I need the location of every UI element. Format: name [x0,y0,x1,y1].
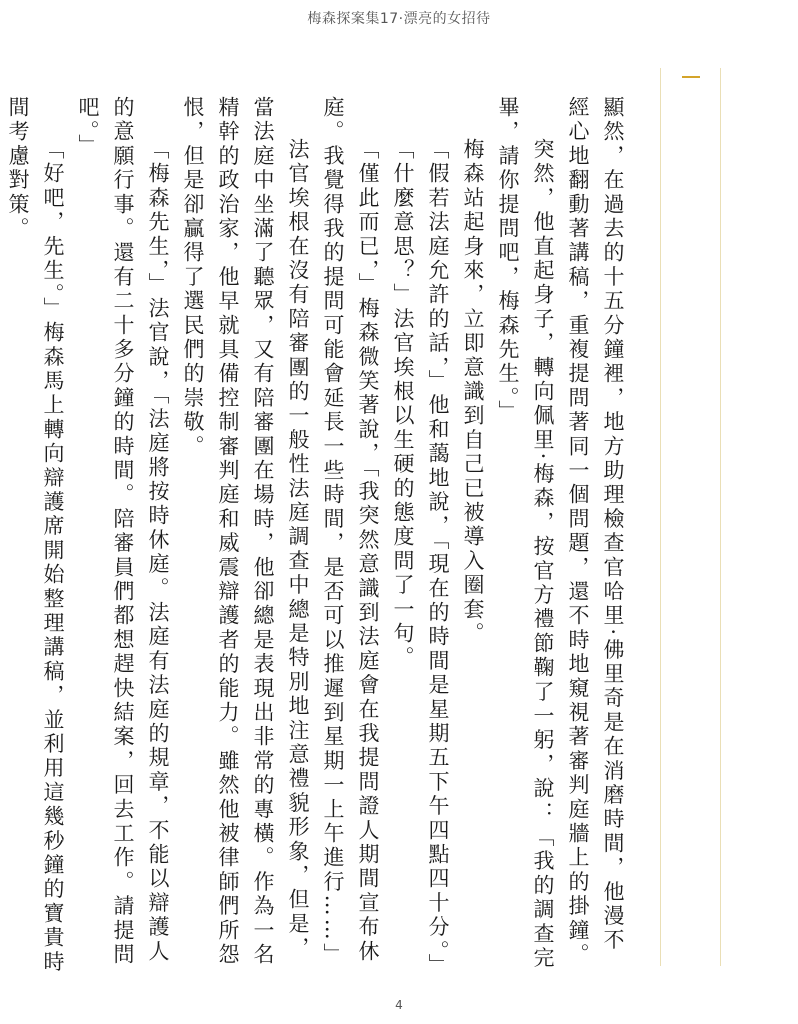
paragraph-1: 顯然，在過去的十五分鐘裡，地方助理檢查官哈里·佛里奇是在消磨時間，他漫不經心地翻動著講稿，重複提問著同一個問題，還不時地窺視著審判庭牆上的掛鐘。 [566,96,625,968]
margin-rule-left [660,68,661,966]
paragraph-2: 突然，他直起身子，轉向佩里·梅森，按官方禮節鞠了一躬，說：「我的調查完畢，請你提問吧，梅森先生。」 [496,96,555,971]
paragraph-4: 「假若法庭允許的話，」他和藹地說，「現在的時間是星期五下午四點四十分。」 [426,138,450,978]
page-number: 4 [395,998,403,1012]
paragraph-3: 梅森站起身來，立即意識到自己已被導入圈套。 [461,138,485,647]
vertical-text-body [0,96,630,976]
paragraph-9: 「好吧，先生。」梅森馬上轉向辯護席開始整理講稿，並利用這幾秒鐘的寶貴時間考慮對策。 [6,96,65,975]
page-header-title: 梅森探案集17·漂亮的女招待 [307,11,491,27]
paragraph-7: 法官埃根在沒有陪審團的一般性法庭調查中總是特別地注意禮貌形象，但是，當法庭中坐滿了聽眾，又有陪審團在場時，他卻總是表現出非常的專橫。作為一名精幹的政治家，他早就具備控制審判庭和威震辯護者的能力。雖然他被律師們所怨恨，但是卻贏得了選民們的崇敬。 [181,96,310,968]
page-marker [682,76,700,78]
paragraph-5: 「什麼意思？」法官埃根以生硬的態度問了一句。 [391,138,415,671]
paragraph-6: 「僅此而已，」梅森微笑著說，「我突然意識到法庭會在我提問證人期間宣布休庭。我覺得我的提問可能會延長一些時間，是否可以推遲到星期一上午進行……」 [321,96,380,968]
paragraph-8: 「梅森先生，」法官說，「法庭將按時休庭。法庭有法庭的規章，不能以辯護人的意願行事。還有二十多分鐘的時間。陪審員們都想趕快結案，回去工作。請提問吧。」 [76,96,170,968]
margin-rule-right [720,68,721,966]
